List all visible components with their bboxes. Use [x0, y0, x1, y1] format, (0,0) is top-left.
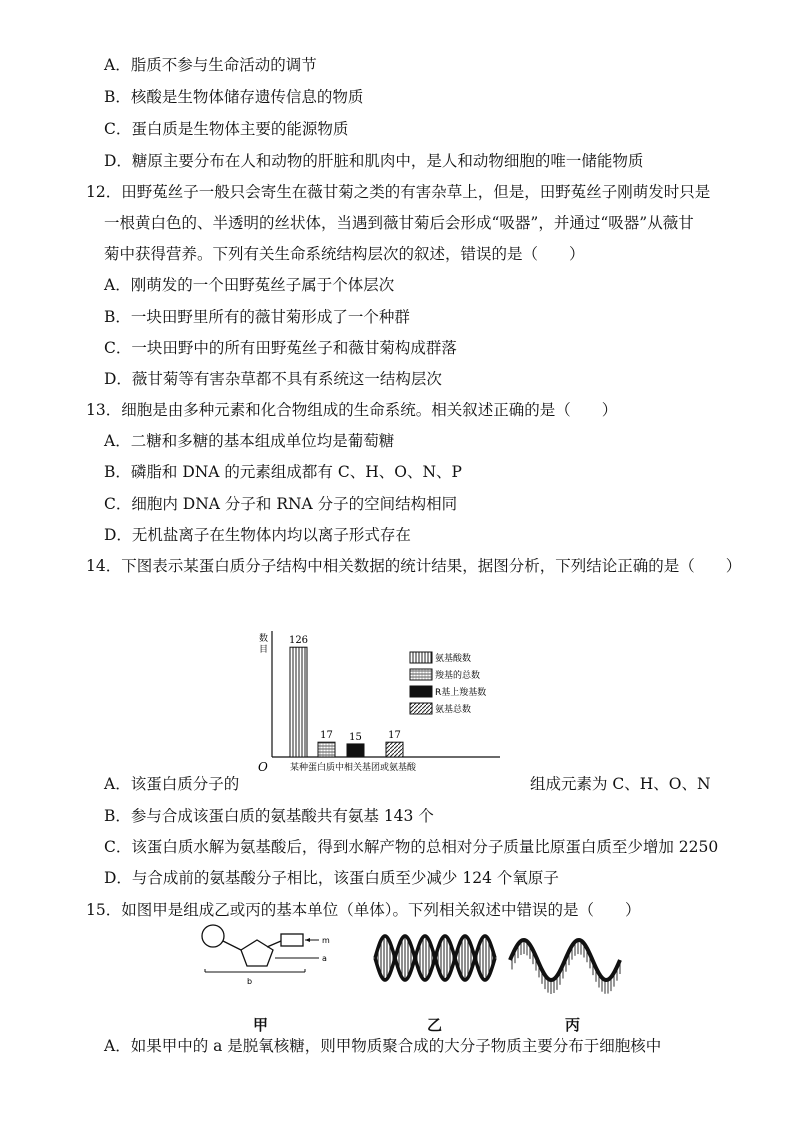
q14-option-b: B．参与合成该蛋白质的氨基酸共有氨基 143 个	[104, 807, 434, 825]
label-a: a	[322, 954, 327, 963]
q11-option-d: D．糖原主要分布在人和动物的肝脏和肌肉中，是人和动物细胞的唯一储能物质	[104, 152, 644, 170]
bar-1	[318, 742, 335, 757]
rna-single-strand-image	[510, 940, 620, 994]
q13-stem: 13．细胞是由多种元素和化合物组成的生命系统。相关叙述正确的是（ ）	[86, 401, 618, 419]
chart-bars	[289, 635, 403, 757]
bar-value-label-3: 17	[388, 730, 401, 742]
nucleotide-diagram	[202, 925, 330, 986]
y-axis-label: 数	[259, 634, 269, 644]
q15-option-a: A．如果甲中的 a 是脱氧核糖，则甲物质聚合成的大分子物质主要分布于细胞核中	[104, 1037, 662, 1055]
q12-stem-line-2: 一根黄白色的、半透明的丝状体，当遇到薇甘菊后会形成“吸器”，并通过“吸器”从薇甘	[104, 214, 694, 232]
legend-swatch-1	[410, 669, 432, 680]
q12-option-c: C．一块田野中的所有田野菟丝子和薇甘菊构成群落	[104, 339, 457, 357]
legend-swatch-0	[410, 652, 432, 663]
phosphate-circle	[202, 925, 224, 947]
q15-figures-svg	[195, 920, 635, 1010]
bar-3	[386, 742, 403, 757]
q11-option-b: B．核酸是生物体储存遗传信息的物质	[104, 88, 364, 106]
bar-value-label-2: 15	[349, 731, 362, 743]
bar-0	[290, 647, 307, 757]
q14-bar-chart	[250, 625, 520, 775]
q12-option-d: D．薇甘菊等有害杂草都不具有系统这一结构层次	[104, 370, 442, 388]
bar-value-label-0: 126	[288, 635, 309, 647]
figure-label-bing: 丙	[565, 1016, 581, 1034]
q15-figures	[195, 920, 635, 1035]
q12-option-b: B．一块田野里所有的薇甘菊形成了一个种群	[104, 308, 410, 326]
x-axis-label: 某种蛋白质中相关基团或氨基酸	[290, 763, 417, 773]
q13-option-a: A．二糖和多糖的基本组成单位均是葡萄糖	[104, 432, 395, 450]
q12-stem-line-3: 菊中获得营养。下列有关生命系统结构层次的叙述，错误的是（ ）	[104, 245, 585, 263]
figure-label-yi: 乙	[427, 1016, 443, 1034]
q14-option-c: C．该蛋白质水解为氨基酸后，得到水解产物的总相对分子质量比原蛋白质至少增加 2250	[104, 838, 719, 856]
q14-option-a-left: A．该蛋白质分子的	[104, 775, 240, 793]
bar-value-label-1: 17	[320, 730, 333, 742]
legend-label-0: 氨基酸数	[435, 654, 472, 664]
q11-option-c: C．蛋白质是生物体主要的能源物质	[104, 120, 349, 138]
bar-2	[347, 744, 364, 757]
legend-label-3: 氨基总数	[435, 705, 472, 715]
legend-label-1: 羧基的总数	[435, 671, 481, 681]
label-b: b	[247, 977, 253, 986]
legend-swatch-2	[410, 686, 432, 697]
base-rectangle	[281, 934, 303, 946]
y-axis-label-2: 目	[259, 645, 269, 655]
q14-option-a-right: 组成元素为 C、H、O、N	[530, 775, 711, 793]
q15-stem: 15．如图甲是组成乙或丙的基本单位（单体）。下列相关叙述中错误的是（ ）	[86, 901, 641, 919]
chart-legend	[410, 652, 486, 715]
legend-swatch-3	[410, 703, 432, 714]
q12-stem-line-1: 12．田野菟丝子一般只会寄生在薇甘菊之类的有害杂草上，但是，田野菟丝子刚萌发时只是	[86, 183, 711, 201]
q13-option-b: B．磷脂和 DNA 的元素组成都有 C、H、O、N、P	[104, 463, 462, 481]
bar-chart-svg	[250, 625, 520, 775]
origin-label: O	[258, 760, 268, 774]
figure-label-jia: 甲	[253, 1016, 269, 1034]
dna-double-helix-image	[375, 936, 495, 980]
q13-option-d: D．无机盐离子在生物体内均以离子形式存在	[104, 526, 411, 544]
q12-option-a: A．刚萌发的一个田野菟丝子属于个体层次	[104, 276, 395, 294]
label-m: m	[322, 936, 330, 945]
q11-option-a: A．脂质不参与生命活动的调节	[104, 56, 317, 74]
pentose-pentagon	[241, 940, 273, 966]
legend-label-2: R基上羧基数	[435, 688, 487, 698]
q14-option-d: D．与合成前的氨基酸分子相比，该蛋白质至少减少 124 个氧原子	[104, 869, 559, 887]
q13-option-c: C．细胞内 DNA 分子和 RNA 分子的空间结构相同	[104, 495, 458, 513]
q14-stem: 14．下图表示某蛋白质分子结构中相关数据的统计结果，据图分析，下列结论正确的是（ ）	[86, 557, 742, 575]
